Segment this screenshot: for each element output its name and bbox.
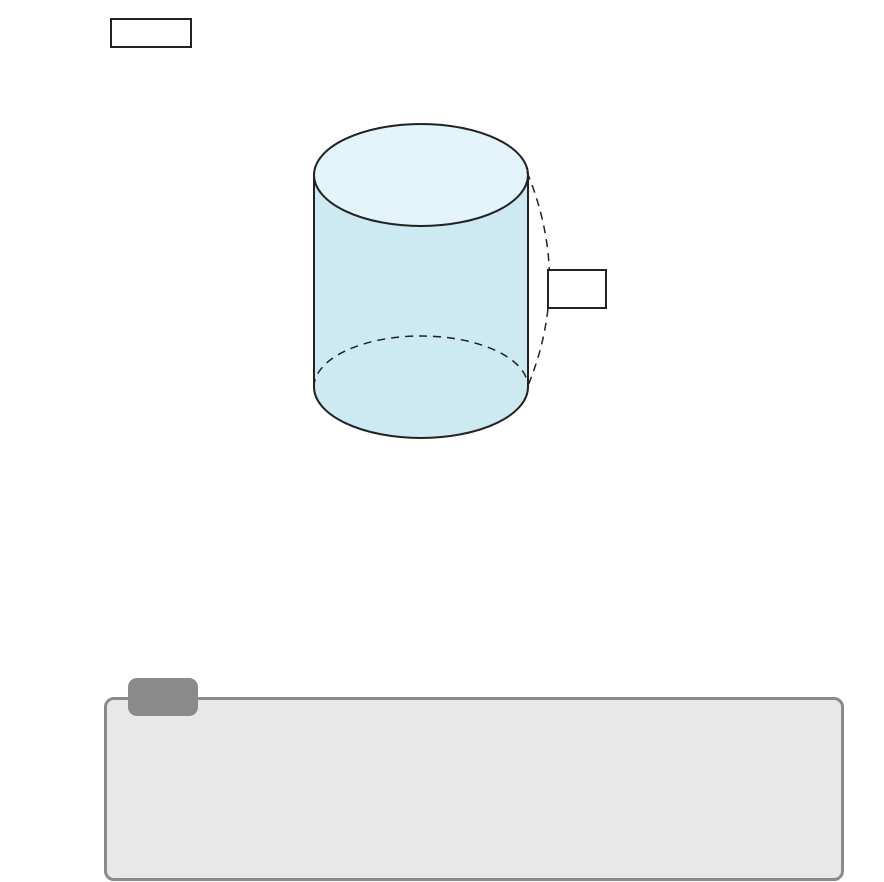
correct-answer	[238, 552, 240, 577]
height-dimension-arc	[527, 172, 550, 388]
explanation-tag	[128, 678, 198, 716]
cylinder-top-face	[314, 124, 528, 226]
height-blank-box	[548, 270, 606, 308]
explanation-box	[104, 697, 844, 881]
cylinder-bottom-front-edge	[314, 387, 528, 438]
cylinder-shape	[314, 124, 606, 438]
